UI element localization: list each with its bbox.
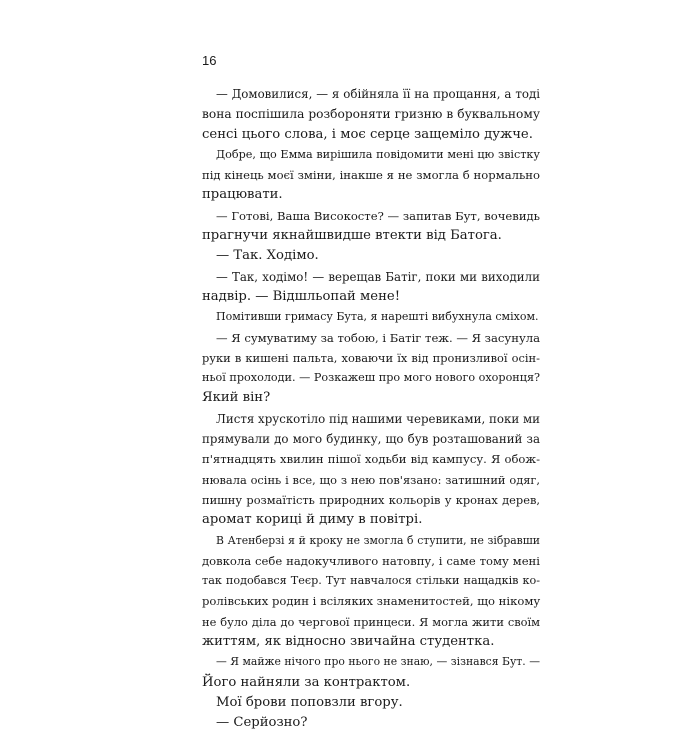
text-line: під кінець моєї зміни, інакше я не змогла б нормально (202, 168, 540, 183)
text-line: нювала осінь і все, що з нею пов'язано: затишний одяг, (202, 472, 540, 487)
text-line: — Домовилися, — я обійняла її на прощання, а тоді (216, 87, 540, 101)
text-line: — Так. Ходімо. (216, 248, 319, 264)
text-line: руки в кишені пальта, ховаючи їх від пронизливої осін- (202, 350, 540, 365)
text-line: — Готові, Ваша Високосте? — запитав Бут, вочевидь (216, 208, 540, 223)
text-line: прямували до мого будинку, що був розташований за (202, 432, 540, 447)
text-line: В Атенберзі я й кроку не змогла б ступити, не зібравши (216, 533, 540, 547)
text-line: пишну розмаїтість природних кольорів у кронах дерев, (202, 492, 540, 507)
text-line: Який він? (202, 390, 271, 406)
text-line: п'ятнадцять хвилин пішої ходьби від кампусу. Я обож- (202, 452, 540, 467)
page-number: 16 (202, 53, 217, 68)
text-line: Добре, що Емма вирішила повідомити мені цю звістку (216, 147, 540, 161)
text-line: аромат кориці й диму в повітрі. (202, 512, 423, 528)
text-line: прагнучи якнайшвидше втекти від Батога. (202, 228, 502, 244)
text-line: надвір. — Відшльопай мене! (202, 288, 400, 304)
text-line: Його найняли за контрактом. (202, 674, 411, 690)
text-line: Мої брови поповзли вгору. (216, 694, 403, 710)
text-line: життям, як відносно звичайна студентка. (202, 634, 495, 650)
body-text (202, 84, 540, 734)
text-line: сенсі цього слова, і моє серце защеміло дужче. (202, 126, 533, 142)
text-line: Помітивши гримасу Бута, я нарешті вибухнула сміхом. (216, 310, 539, 324)
text-line: ньої прохолоди. — Розкажеш про мого нового охоронця? (202, 371, 541, 385)
text-line: не було діла до чергової принцеси. Я могла жити своїм (202, 614, 540, 629)
text-line: ролівських родин і всіляких знаменитостей, що нікому (202, 594, 541, 609)
text-line: — Так, ходімо! — верещав Батіг, поки ми виходили (216, 269, 540, 284)
text-line: працювати. (202, 187, 283, 203)
text-line: — Серйозно? (216, 715, 308, 731)
text-line: Листя хрускотіло під нашими черевиками, поки ми (216, 411, 540, 426)
text-line: — Я майже нічого про нього не знаю, — зізнався Бут. — (216, 655, 540, 669)
text-line: вона поспішила розбороняти гризню в буквальному (202, 107, 540, 122)
text-line: довкола себе надокучливого натовпу, і саме тому мені (202, 553, 540, 568)
text-line: так подобався Теєр. Тут навчалося стільки нащадків ко- (202, 574, 540, 588)
text-line: — Я сумуватиму за тобою, і Батіг теж. — Я засунула (216, 330, 541, 345)
